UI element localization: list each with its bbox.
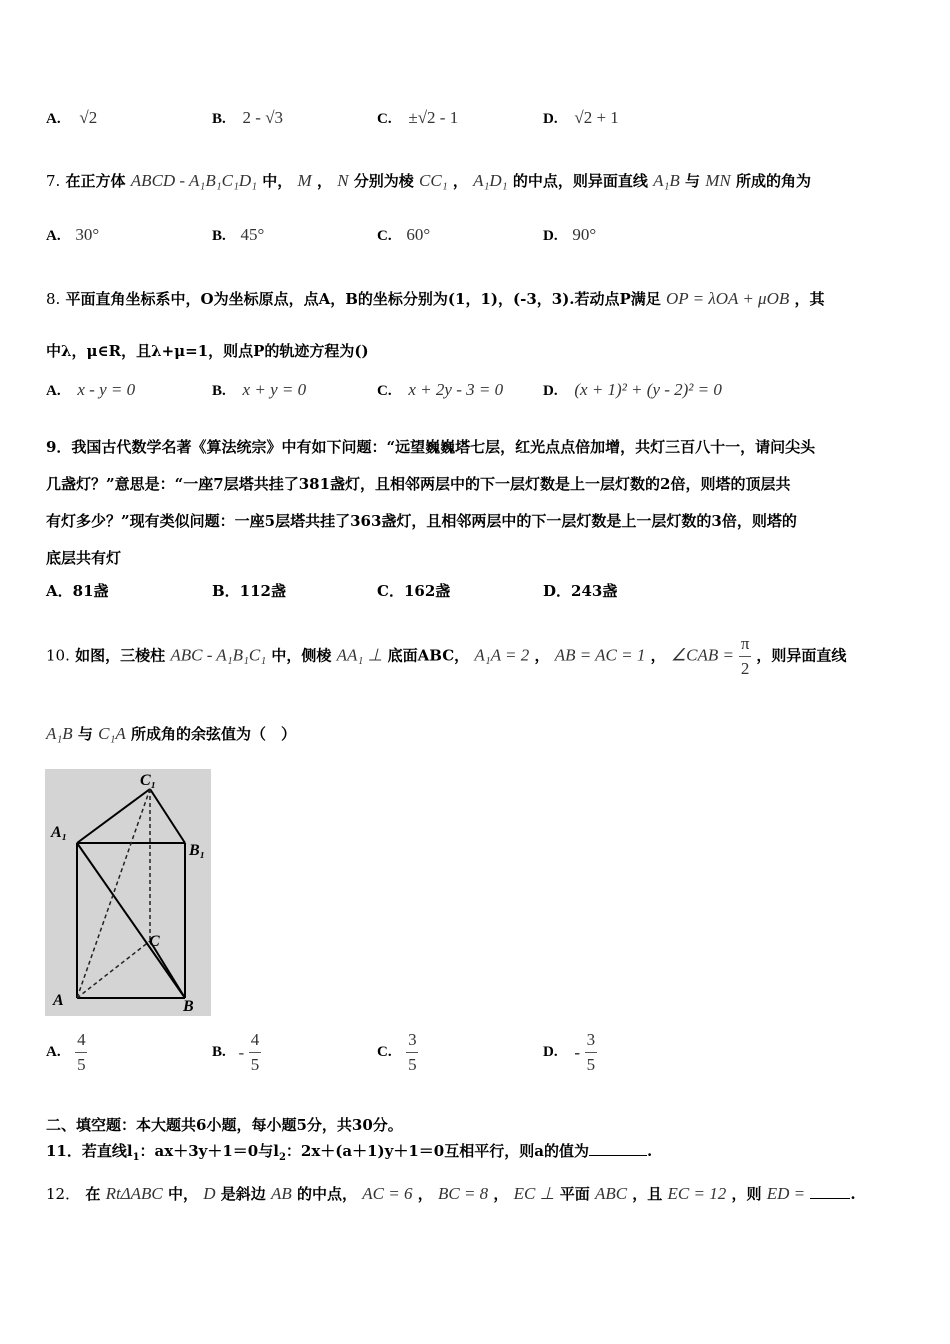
q12-stem xyxy=(46,1183,856,1204)
question-number: 12． xyxy=(46,1185,81,1203)
option-expr: √2 xyxy=(79,108,98,127)
option-label: D. xyxy=(543,383,558,399)
q7-option-c[interactable] xyxy=(377,225,430,245)
stem-text: ：2x＋(a＋1)y＋1＝0互相平行，则a的值为 xyxy=(285,1142,589,1160)
option-expr: 30° xyxy=(75,225,100,244)
stem-text: ， xyxy=(534,646,550,665)
math-expr: ABC xyxy=(594,1184,628,1203)
math-expr: RtΔABC xyxy=(105,1184,163,1203)
q6-option-c[interactable] xyxy=(377,108,458,128)
label-a1: A₁ xyxy=(51,824,68,841)
option-fraction xyxy=(75,1030,87,1075)
option-expr: 60° xyxy=(406,225,431,244)
q8-option-a[interactable] xyxy=(46,380,135,400)
option-expr: (x + 1)² + (y - 2)² = 0 xyxy=(574,380,722,399)
fraction-bar xyxy=(739,656,751,657)
option-expr: x - y = 0 xyxy=(77,380,136,399)
fraction-bar xyxy=(249,1052,261,1053)
prism-diagram xyxy=(45,769,211,1016)
q9-line2: 几盏灯？”意思是：“一座7层塔共挂了381盏灯，且相邻两层中的下一层灯数是上一层灯数的2倍，则塔的顶层共 xyxy=(46,475,791,493)
math-expr: A₁B xyxy=(653,171,680,190)
stem-text: ， xyxy=(417,1185,433,1203)
math-expr: OP = λOA + μOB xyxy=(666,289,790,308)
stem-text: ， xyxy=(650,646,666,665)
math-expr: ED = xyxy=(766,1184,806,1203)
option-label: B. xyxy=(212,1044,226,1060)
math-expr: C₁A xyxy=(98,724,126,743)
subscript: 2 xyxy=(278,1152,286,1163)
stem-text: 平面 xyxy=(559,1185,590,1203)
fraction-numerator: 4 xyxy=(250,1030,260,1049)
q7-stem xyxy=(46,170,811,191)
fraction-denominator: 5 xyxy=(408,1055,417,1074)
stem-text: 中，侧棱 xyxy=(271,646,332,665)
q9-option-b[interactable]: B．112盏 xyxy=(212,582,286,600)
option-expr: 2 - √3 xyxy=(242,108,284,127)
stem-text: 11．若直线l xyxy=(46,1142,133,1160)
stem-text: ， xyxy=(493,1185,509,1203)
stem-text: 中， xyxy=(168,1185,199,1203)
fraction-bar xyxy=(75,1052,87,1053)
q9-option-a[interactable]: A．81盏 xyxy=(46,582,109,600)
q7-option-d[interactable] xyxy=(543,225,596,245)
fraction-denominator: 5 xyxy=(250,1055,260,1074)
option-label: D. xyxy=(543,228,558,244)
stem-text: 在 xyxy=(85,1185,101,1203)
prism-figure xyxy=(45,769,211,1016)
stem-text: ，则 xyxy=(731,1185,762,1203)
question-number: 7. xyxy=(46,172,61,190)
q8-option-c[interactable] xyxy=(377,380,503,400)
fraction-bar xyxy=(585,1052,597,1053)
q10-option-b[interactable] xyxy=(212,1030,261,1075)
stem-text: 在正方体 xyxy=(65,172,126,190)
option-label: B. xyxy=(212,228,226,244)
math-expr: A₁B xyxy=(46,724,73,743)
stem-text: 与 xyxy=(77,725,93,743)
stem-text: 底面ABC， xyxy=(387,646,470,665)
option-label: C. xyxy=(377,111,392,127)
angle-fraction xyxy=(739,634,751,679)
option-label: A. xyxy=(46,383,61,399)
label-c1: C₁ xyxy=(140,772,157,789)
option-label: A. xyxy=(46,1044,61,1060)
label-c: C xyxy=(149,933,160,950)
stem-text: ，其 xyxy=(794,290,825,308)
option-expr: 45° xyxy=(240,225,265,244)
stem-text: ，且 xyxy=(632,1185,663,1203)
math-expr: A₁A = 2 xyxy=(474,645,530,665)
math-expr: D xyxy=(203,1184,216,1203)
q10-option-d[interactable] xyxy=(543,1030,597,1075)
fraction-denominator: 5 xyxy=(586,1055,596,1074)
fraction-numerator: 3 xyxy=(586,1030,596,1049)
math-expr: EC ⊥ xyxy=(513,1184,555,1203)
math-expr: AB xyxy=(271,1184,292,1203)
option-fraction xyxy=(406,1030,418,1075)
fraction-numerator: π xyxy=(740,634,750,653)
stem-text: 的中点，则异面直线 xyxy=(512,172,648,190)
stem-text: 平面直角坐标系中，O为坐标原点，点A，B的坐标分别为(1，1)，(-3，3).若动点P满足 xyxy=(65,290,661,308)
stem-text: . xyxy=(646,1142,653,1160)
option-label: C. xyxy=(377,383,392,399)
q8-stem-line1 xyxy=(46,288,825,309)
q11-stem xyxy=(46,1140,652,1163)
option-label: C. xyxy=(377,1044,392,1060)
stem-text: 所成角的余弦值为（ ） xyxy=(131,725,297,743)
option-expr: ±√2 - 1 xyxy=(408,108,459,127)
fraction-numerator: 4 xyxy=(77,1030,86,1049)
q9-option-d[interactable]: D．243盏 xyxy=(543,582,618,600)
math-expr: EC = 12 xyxy=(667,1184,727,1203)
q10-option-c[interactable] xyxy=(377,1030,418,1075)
stem-text: 的中点， xyxy=(297,1185,358,1203)
option-expr: x + 2y - 3 = 0 xyxy=(408,380,504,399)
math-expr: AB = AC = 1 xyxy=(554,645,646,665)
math-expr: AC = 6 xyxy=(362,1184,413,1203)
fraction-bar xyxy=(406,1052,418,1053)
option-label: A. xyxy=(46,111,61,127)
section-2-title: 二、填空题：本大题共6小题，每小题5分，共30分。 xyxy=(46,1116,403,1134)
stem-text: 分别为棱 xyxy=(353,172,414,190)
option-label: B. xyxy=(212,383,226,399)
option-sign: - xyxy=(574,1042,581,1062)
stem-text: 如图，三棱柱 xyxy=(75,646,166,665)
stem-text: . xyxy=(850,1185,856,1203)
stem-text: ， xyxy=(316,172,332,190)
q9-line3: 有灯多少？”现有类似问题：一座5层塔共挂了363盏灯，且相邻两层中的下一层灯数是上一层灯数的3倍，则塔的 xyxy=(46,512,797,530)
math-expr: AA₁ ⊥ xyxy=(336,645,383,665)
math-expr: M xyxy=(297,171,312,190)
q8-option-d[interactable] xyxy=(543,380,722,400)
q9-option-c[interactable]: C．162盏 xyxy=(377,582,451,600)
q9-line1: 9．我国古代数学名著《算法统宗》中有如下问题：“远望巍巍塔七层，红光点点倍加增，共灯三百八十一，请问尖头 xyxy=(46,438,816,456)
question-number: 10. xyxy=(46,646,70,665)
math-expr: MN xyxy=(705,171,731,190)
q7-option-a[interactable] xyxy=(46,225,99,245)
q8-stem-line2 xyxy=(46,340,369,361)
option-label: B. xyxy=(212,111,226,127)
option-label: D. xyxy=(543,111,558,127)
stem-text: ， xyxy=(452,172,468,190)
stem-text: ，则异面直线 xyxy=(756,646,847,665)
option-label: D. xyxy=(543,1044,558,1060)
subscript: 1 xyxy=(132,1152,140,1163)
fraction-denominator: 5 xyxy=(77,1055,86,1074)
stem-text: 与 xyxy=(685,172,701,190)
label-b1: B₁ xyxy=(189,842,206,859)
q10-stem-line2 xyxy=(46,723,296,744)
stem-text: 所成的角为 xyxy=(735,172,811,190)
math-expr: BC = 8 xyxy=(437,1184,489,1203)
option-sign: - xyxy=(238,1042,245,1062)
answer-blank[interactable] xyxy=(589,1141,647,1156)
math-expr: A₁D₁ xyxy=(473,171,508,190)
fraction-numerator: 3 xyxy=(408,1030,417,1049)
math-expr: CC₁ xyxy=(419,171,448,190)
q7-option-b[interactable] xyxy=(212,225,264,245)
q9-line4: 底层共有灯 xyxy=(46,549,122,567)
option-fraction xyxy=(249,1030,261,1075)
label-b: B xyxy=(183,998,194,1015)
label-a: A xyxy=(53,992,64,1009)
stem-text: 中， xyxy=(262,172,293,190)
q10-stem-line1 xyxy=(46,634,846,679)
math-expr: ∠CAB = xyxy=(670,645,734,665)
question-number: 8. xyxy=(46,290,61,308)
q6-option-d[interactable] xyxy=(543,108,619,128)
math-expr: N xyxy=(337,171,349,190)
option-label: C. xyxy=(377,228,392,244)
option-expr: √2 + 1 xyxy=(574,108,619,127)
q10-option-a[interactable] xyxy=(46,1030,87,1075)
fraction-denominator: 2 xyxy=(740,659,750,678)
answer-blank[interactable] xyxy=(810,1184,850,1199)
option-expr: 90° xyxy=(572,225,597,244)
option-label: A. xyxy=(46,228,61,244)
option-expr: x + y = 0 xyxy=(242,380,307,399)
q6-option-b[interactable] xyxy=(212,108,283,128)
math-expr: ABC - A₁B₁C₁ xyxy=(170,645,267,665)
math-expr: ABCD - A₁B₁C₁D₁ xyxy=(130,171,258,190)
q8-option-b[interactable] xyxy=(212,380,306,400)
stem-text: ：ax＋3y＋1＝0与l xyxy=(139,1142,279,1160)
q6-option-a[interactable] xyxy=(46,108,97,128)
stem-text: 中λ，μ∈R，且λ+μ=1，则点P的轨迹方程为() xyxy=(46,342,369,360)
stem-text: 是斜边 xyxy=(220,1185,266,1203)
option-fraction xyxy=(585,1030,597,1075)
